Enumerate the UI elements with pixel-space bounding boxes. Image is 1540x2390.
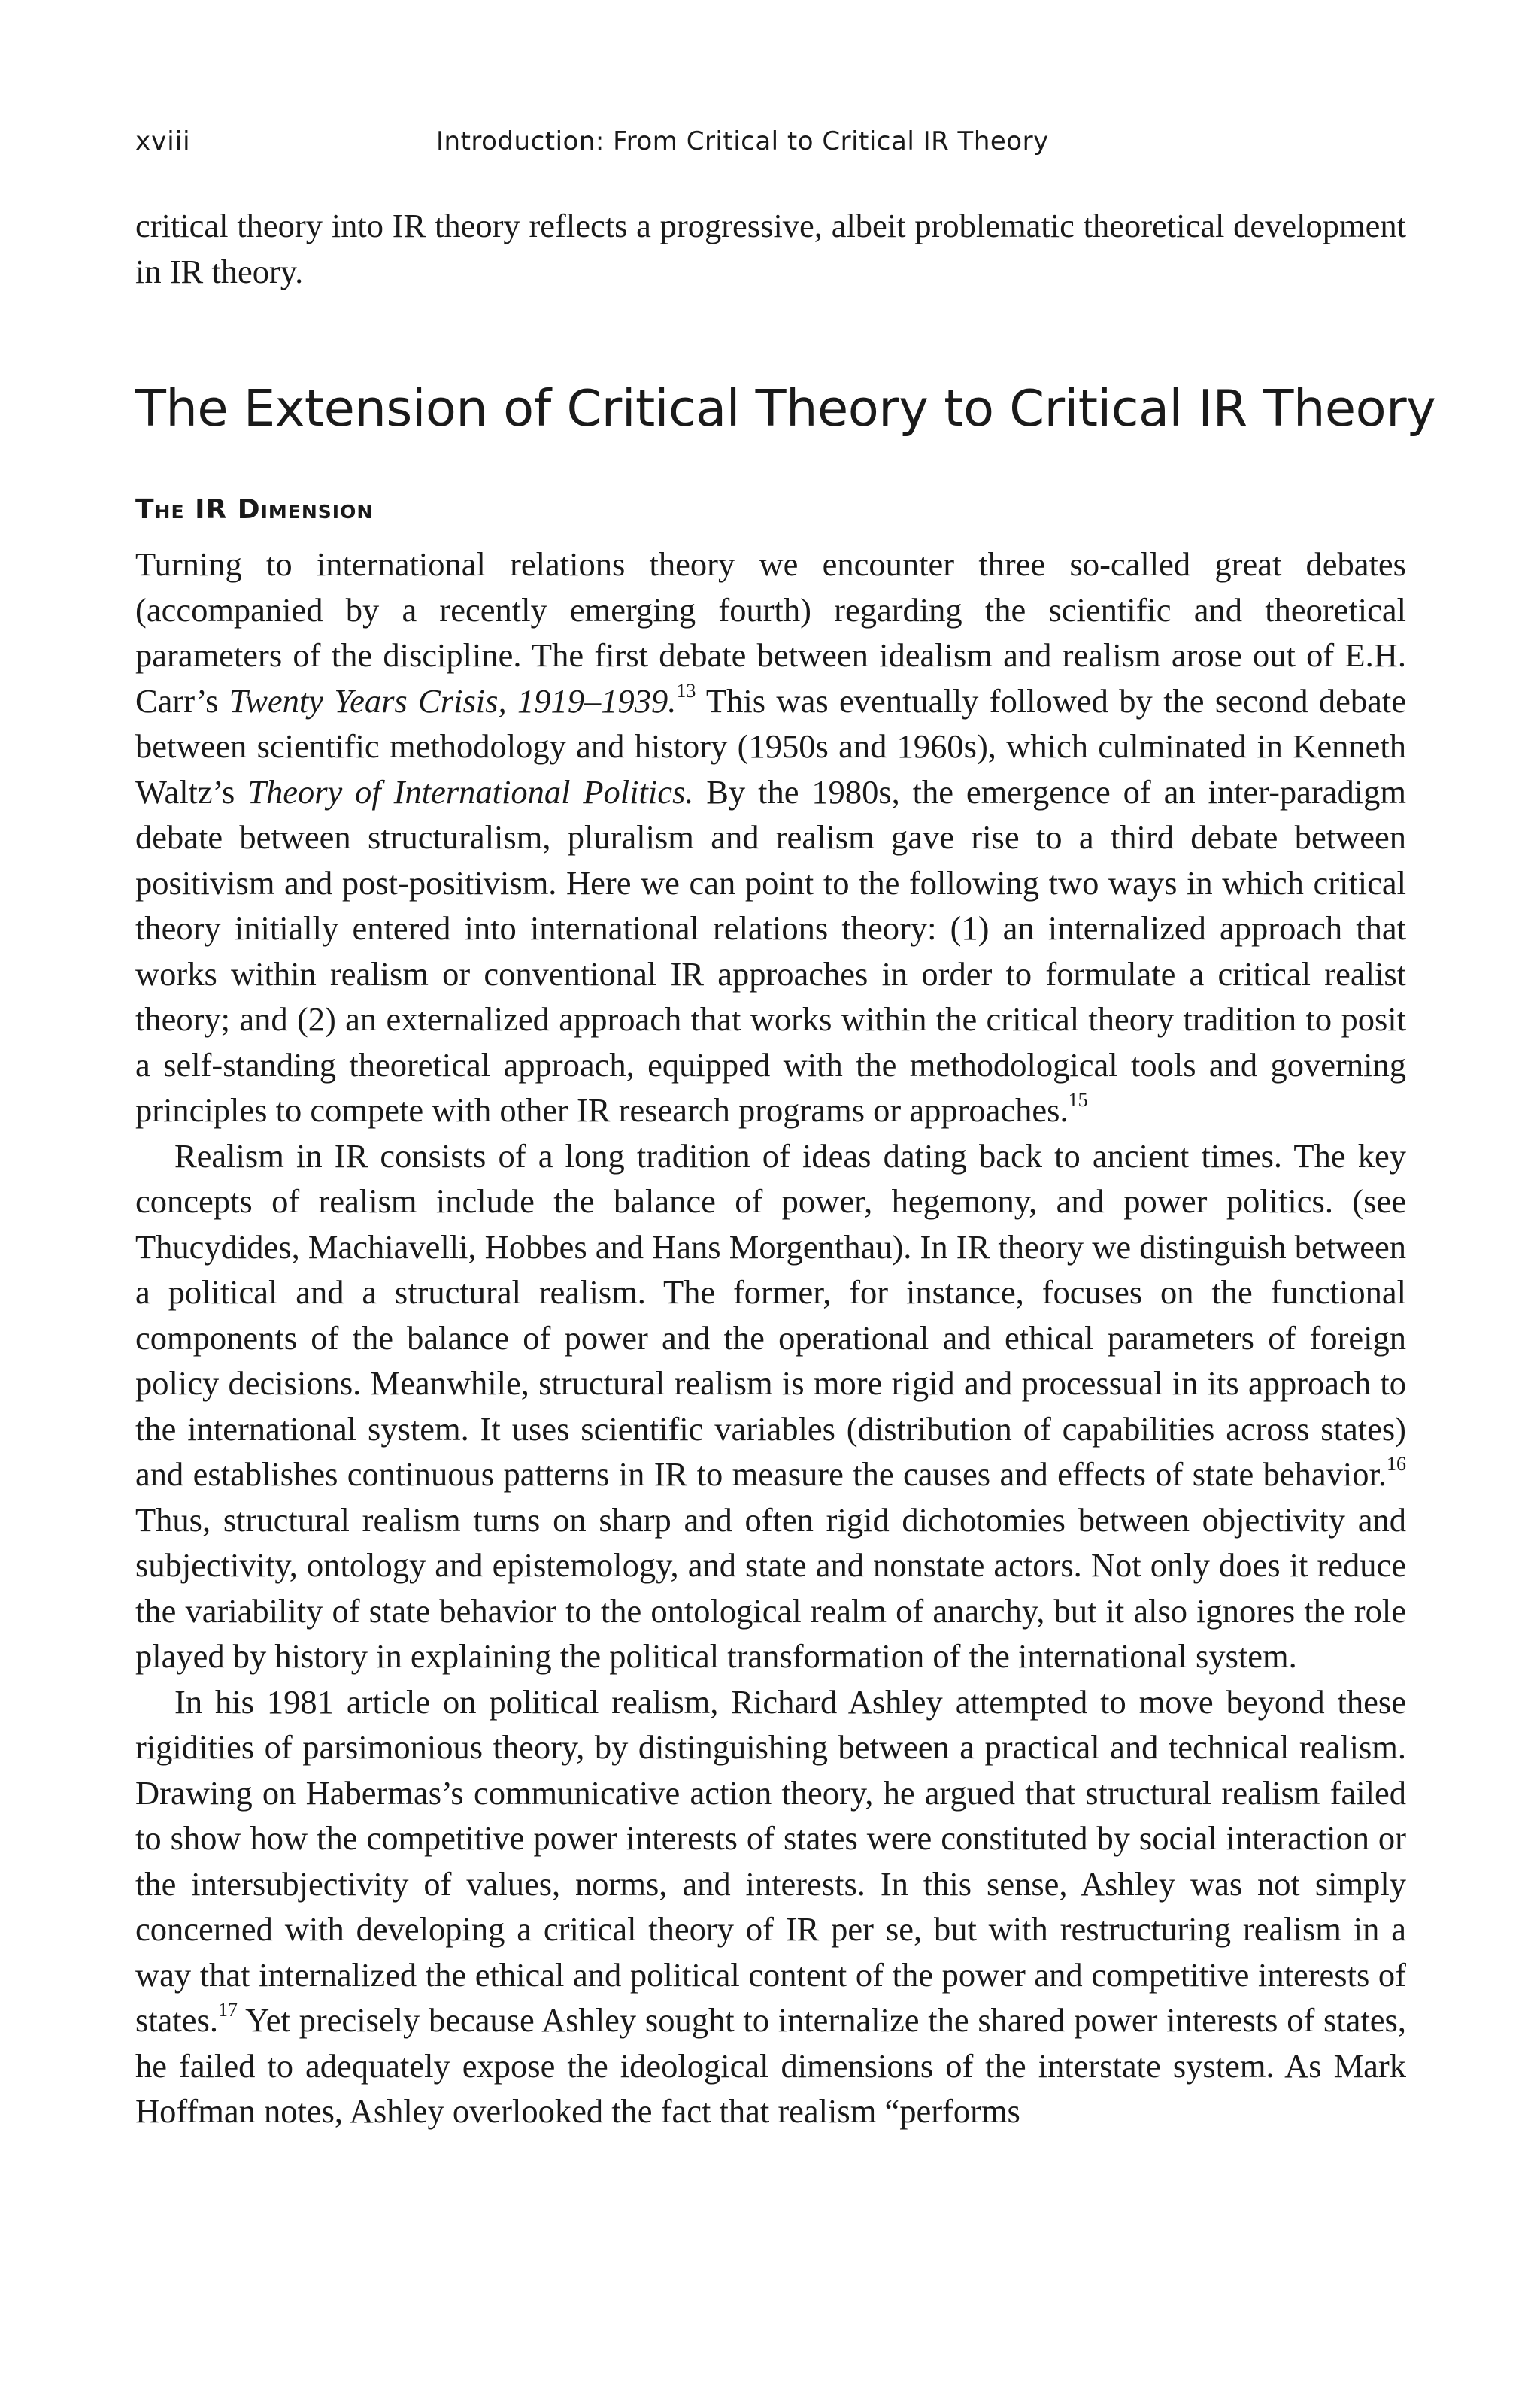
lead-paragraph	[135, 203, 1406, 294]
footnote-ref-17: 17	[218, 1999, 238, 2021]
subsection-heading: The IR Dimension	[135, 494, 374, 525]
section-heading: The Extension of Critical Theory to Critical IR Theory	[135, 379, 1436, 438]
footnote-ref-16: 16	[1387, 1453, 1406, 1476]
paragraph-realism	[135, 1133, 1406, 1679]
paragraph-realism-part1: Realism in IR consists of a long tradition of ideas dating back to ancient times. The key concepts of realism include the balance of power, hegemony, and power politics. (see Thucydides, Machiavelli, Hobbes and Hans Morgenthau). In IR theory we distinguish between a political and a structural realism. The former, for instance, focuses on the functional components of the balance of power and the operational and ethical parameters of foreign policy decisions. Meanwhile, structural realism is more rigid and processual in its approach to the international system. It uses scientific variables (distribution of capabilities across states) and establishes continuous patterns in IR to measure the causes and effects of state behavior.	[135, 1136, 1406, 1493]
main-text	[135, 541, 1406, 2134]
paragraph-ashley-part2: Yet precisely because Ashley sought to internalize the shared power interests of states, he failed to adequately expose the ideological dimensions of the interstate system. As Mark Hoffman notes, Ashley overlooked the fact that realism “performs	[135, 2001, 1406, 2130]
paragraph-debates-part2: This was eventually followed by the second debate between scientific methodology and history (1950s and 1960s), which culminated in Kenneth Waltz’s	[135, 681, 1407, 811]
paragraph-ashley	[135, 1679, 1406, 2134]
lead-paragraph-text: critical theory into IR theory reflects a progressive, albeit problematic theoretical development in IR theory.	[135, 207, 1406, 290]
running-title: Introduction: From Critical to Critical IR Theory	[436, 126, 1049, 156]
book-title-theory-of-international-politics: Theory of International Politics.	[247, 772, 694, 811]
paragraph-debates	[135, 541, 1406, 1133]
footnote-ref-13: 13	[676, 679, 696, 702]
page-number: xviii	[135, 126, 191, 156]
paragraph-ashley-part1: In his 1981 article on political realism, Richard Ashley attempted to move beyond these rigidities of parsimonious theory, by distinguishing between a practical and technical realism. Drawing on Habermas’s communicative action theory, he argued that structural realism failed to show how the competitive power interests of states were constituted by social interaction or the intersubjectivity of values, norms, and interests. In this sense, Ashley was not simply concerned with developing a critical theory of IR per se, but with restructuring realism in a way that internalized the ethical and political content of the power and competitive interests of states.	[135, 1682, 1406, 2039]
running-head	[135, 126, 1414, 156]
footnote-ref-15: 15	[1068, 1089, 1088, 1112]
book-title-twenty-years-crisis: Twenty Years Crisis, 1919–1939.	[229, 681, 677, 720]
paragraph-debates-part3: By the 1980s, the emergence of an inter-paradigm debate between structuralism, pluralism and realism gave rise to a third debate between positivism and post-positivism. Here we can point to the following two ways in which critical theory initially entered into international relations theory: (1) an internalized approach that works within realism or conventional IR approaches in order to formulate a critical realist theory; and (2) an externalized approach that works within the critical theory tradition to posit a self-standing theoretical approach, equipped with the methodological tools and governing principles to compete with other IR research programs or approaches.	[135, 772, 1406, 1129]
paragraph-debates-part1: Turning to international relations theory we encounter three so-called great debates (accompanied by a recently emerging fourth) regarding the scientific and theoretical parameters of the discipline. The first debate between idealism and realism arose out of E.H. Carr’s	[135, 545, 1406, 720]
paragraph-realism-part2: Thus, structural realism turns on sharp and often rigid dichotomies between objectivity and subjectivity, ontology and epistemology, and state and nonstate actors. Not only does it reduce the variability of state behavior to the ontological realm of anarchy, but it also ignores the role played by history in explaining the political transformation of the international system.	[135, 1500, 1406, 1675]
